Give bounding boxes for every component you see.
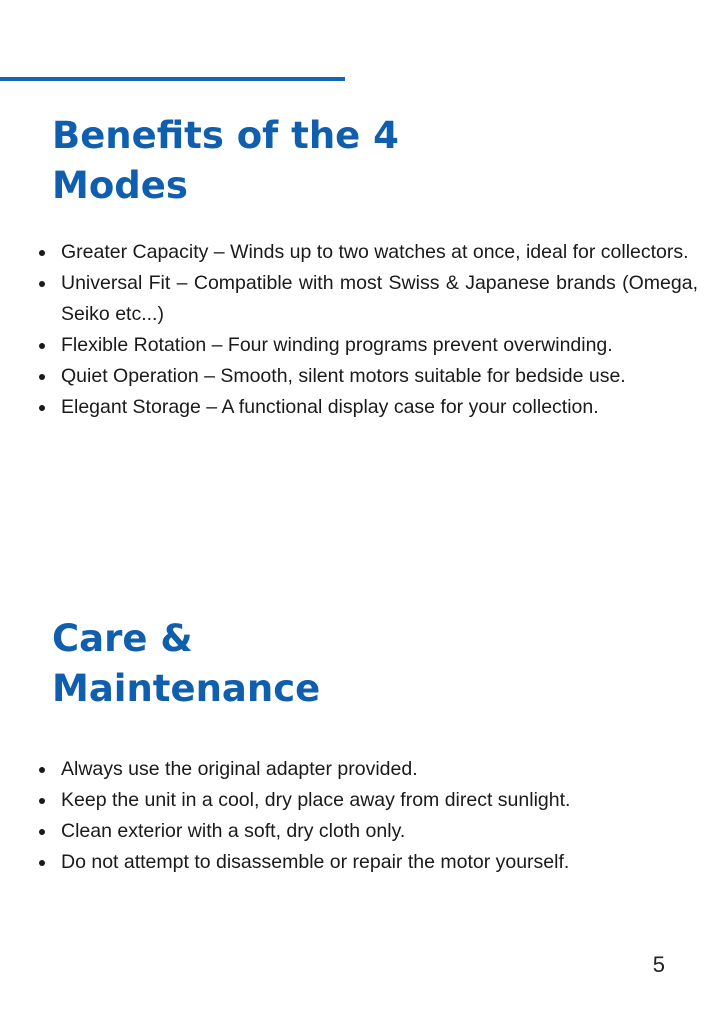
list-item: Do not attempt to disassemble or repair the motor yourself. xyxy=(34,847,698,878)
header-divider xyxy=(0,77,345,81)
benefits-heading-line2: Modes xyxy=(52,164,188,207)
care-heading-line2: Maintenance xyxy=(52,667,321,710)
care-heading-line1: Care & xyxy=(52,617,193,660)
care-heading xyxy=(52,614,472,714)
benefits-heading xyxy=(52,111,472,211)
list-item: Greater Capacity – Winds up to two watches at once, ideal for collectors. xyxy=(34,237,698,268)
list-item: Always use the original adapter provided. xyxy=(34,754,698,785)
benefits-heading-line1: Benefits of the 4 xyxy=(52,114,399,157)
list-item: Keep the unit in a cool, dry place away from direct sunlight. xyxy=(34,785,698,816)
list-item: Clean exterior with a soft, dry cloth only. xyxy=(34,816,698,847)
list-item: Flexible Rotation – Four winding programs prevent overwinding. xyxy=(34,330,698,361)
care-list xyxy=(34,754,698,878)
benefits-list xyxy=(34,237,698,423)
list-item: Elegant Storage – A functional display case for your collection. xyxy=(34,392,698,423)
list-item: Quiet Operation – Smooth, silent motors suitable for bedside use. xyxy=(34,361,698,392)
list-item: Universal Fit – Compatible with most Swiss & Japanese brands (Omega, Seiko etc...) xyxy=(34,268,698,330)
page-number: 5 xyxy=(652,952,665,977)
